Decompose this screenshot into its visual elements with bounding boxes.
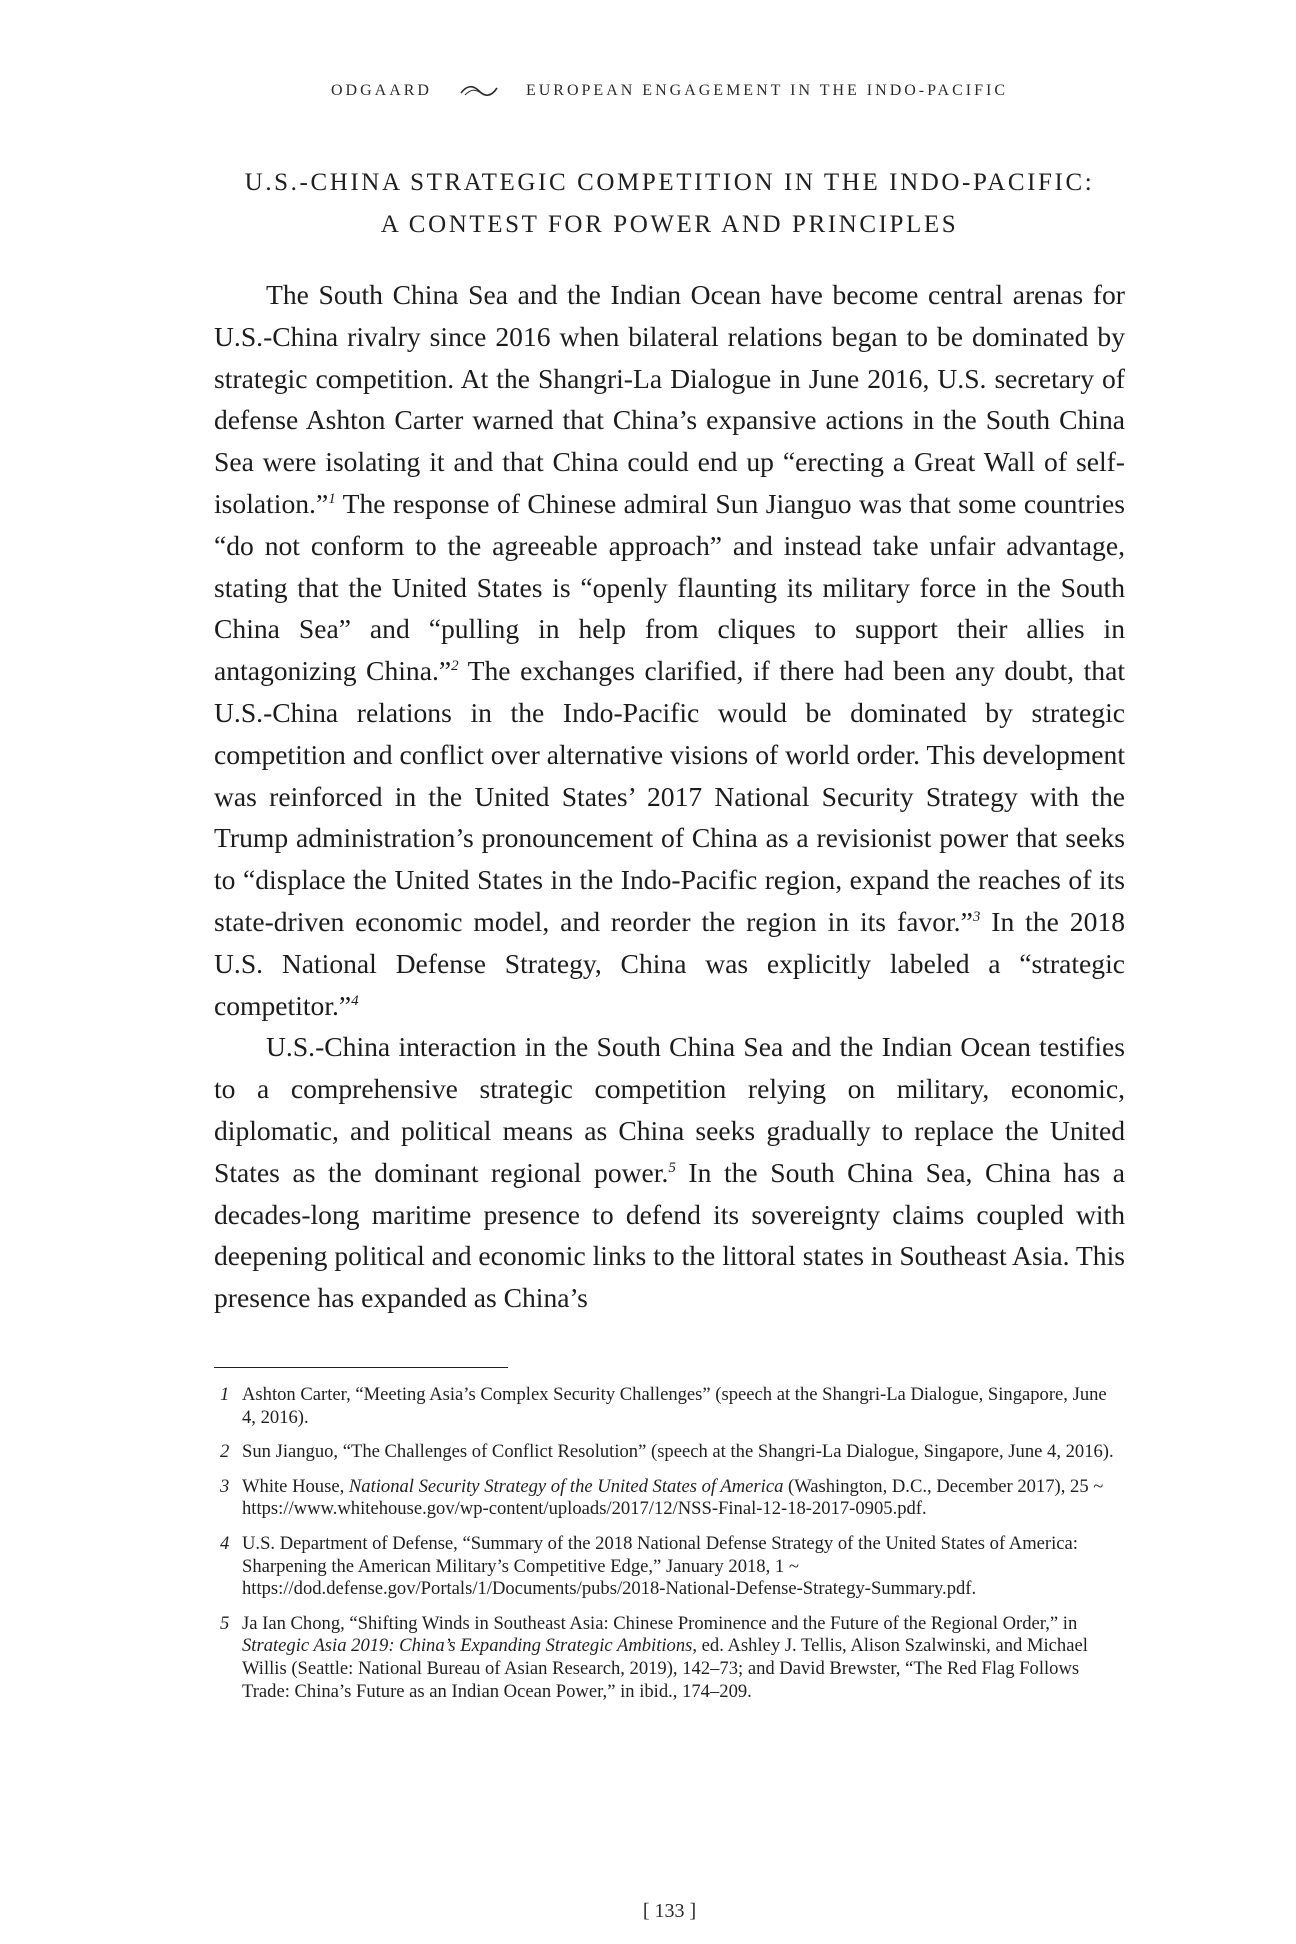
page-number: [ 133 ] — [642, 1900, 697, 1922]
footnote-text-post: , ed. Ashley J. Tellis, Alison Szalwinski, and Michael Willis (Seattle: National Bureau of Asian Research, 2019), 142–73; and David Brewster, “The Red Flag Follows Trade: China’s Future as an Indian Ocean Power,” in ibid., 174–209. — [242, 1635, 1088, 1702]
running-head — [214, 82, 1125, 100]
footnote-text-post: (Washington, D.C., December 2017), 25 ~ https://www.whitehouse.gov/wp-content/uploads/2017/12/NSS-Final-12-18-2017-0905.pdf. — [242, 1475, 1104, 1520]
footnote-5 — [214, 1613, 1125, 1703]
section-title — [214, 162, 1125, 246]
running-head-author: ODGAARD — [330, 82, 432, 99]
footnote-text — [242, 1613, 1088, 1702]
footnote-text-pre: White House, — [242, 1475, 349, 1497]
footnote-title-italic: National Security Strategy of the United States of America — [348, 1475, 784, 1497]
footnote-3 — [214, 1476, 1125, 1521]
footnote-number: 4 — [220, 1532, 230, 1554]
paragraph-2-text-b: In the South China Sea, China has a decades-long maritime presence to defend its sovereignty claims coupled with deepening political and economic links to the littoral states in Southeast Asia. This presence has expanded as China’s — [214, 1156, 1125, 1314]
footnote-ref-1: 1 — [328, 490, 336, 507]
footnote-text — [242, 1476, 1103, 1520]
footnote-ref-4: 4 — [351, 992, 359, 1009]
footnote-number: 5 — [220, 1612, 230, 1634]
footnote-ref-5: 5 — [668, 1159, 676, 1176]
footnote-ref-2: 2 — [451, 657, 459, 674]
body-paragraph-2 — [214, 1026, 1125, 1319]
footnote-text: U.S. Department of Defense, “Summary of the 2018 National Defense Strategy of the United States of America: Sharpening the American Military’s Competitive Edge,” January 2018, 1 ~ https://dod.defense.gov/Portals/1/Documents/pubs/2018-National-Defense-Strategy-Summary.pdf. — [242, 1532, 1078, 1600]
paragraph-1-text-d: In the 2018 U.S. National Defense Strategy, China was explicitly labeled a “strategic competitor.” — [214, 905, 1125, 1021]
footnotes — [214, 1384, 1125, 1715]
footnote-number: 2 — [220, 1441, 230, 1463]
footnote-2 — [214, 1441, 1125, 1464]
footnote-number: 3 — [220, 1475, 230, 1497]
footnote-text-pre: Ja Ian Chong, “Shifting Winds in Southeast Asia: Chinese Prominence and the Future of the Regional Order,” in — [242, 1612, 1078, 1634]
footnote-text: Ashton Carter, “Meeting Asia’s Complex Security Challenges” (speech at the Shangri-La Dialogue, Singapore, June 4, 2016). — [242, 1384, 1107, 1428]
body-paragraph-1 — [214, 274, 1125, 1026]
footnote-divider — [214, 1367, 508, 1368]
footnote-4 — [214, 1533, 1125, 1601]
section-title-line-2: A CONTEST FOR POWER AND PRINCIPLES — [380, 211, 959, 238]
swash-ornament-icon — [459, 84, 499, 98]
body-text — [214, 274, 1125, 1319]
document-page — [214, 0, 1125, 1944]
footnote-text: Sun Jianguo, “The Challenges of Conflict Resolution” (speech at the Shangri-La Dialogue, Singapore, June 4, 2016). — [242, 1441, 1114, 1463]
paragraph-1-text-c: The exchanges clarified, if there had been any doubt, that U.S.-China relations in the Indo-Pacific would be dominated by strategic competition and conflict over alternative visions of world order. This development was reinforced in the United States’ 2017 National Security Strategy with the Trump administration’s pronouncement of China as a revisionist power that seeks to “displace the United States in the Indo-Pacific region, expand the reaches of its state-driven economic model, and reorder the region in its favor.” — [214, 655, 1125, 937]
running-head-title: EUROPEAN ENGAGEMENT IN THE INDO-PACIFIC — [525, 82, 1009, 99]
section-title-line-1: U.S.-CHINA STRATEGIC COMPETITION IN THE INDO-PACIFIC: — [244, 169, 1095, 196]
paragraph-1-text-b: The response of Chinese admiral Sun Jianguo was that some countries “do not conform to the agreeable approach” and instead take unfair advantage, stating that the United States is “openly flaunting its military force in the South China Sea” and “pulling in help from cliques to support their allies in antagonizing China.” — [214, 487, 1125, 687]
paragraph-1-text-a: The South China Sea and the Indian Ocean have become central arenas for U.S.-China rivalry since 2016 when bilateral relations began to be dominated by strategic competition. At the Shangri-La Dialogue in June 2016, U.S. secretary of defense Ashton Carter warned that China’s expansive actions in the South China Sea were isolating it and that China could end up “erecting a Great Wall of self-isolation.” — [214, 279, 1125, 519]
footnote-title-italic: Strategic Asia 2019: China’s Expanding Strategic Ambitions — [242, 1635, 693, 1657]
footnote-1 — [214, 1384, 1125, 1429]
footnote-ref-3: 3 — [972, 908, 981, 925]
footnote-number: 1 — [220, 1384, 230, 1405]
paragraph-2-text-a: U.S.-China interaction in the South China Sea and the Indian Ocean testifies to a comprehensive strategic competition relying on military, economic, diplomatic, and political means as China seeks gradually to replace the United States as the dominant regional power. — [214, 1031, 1125, 1188]
